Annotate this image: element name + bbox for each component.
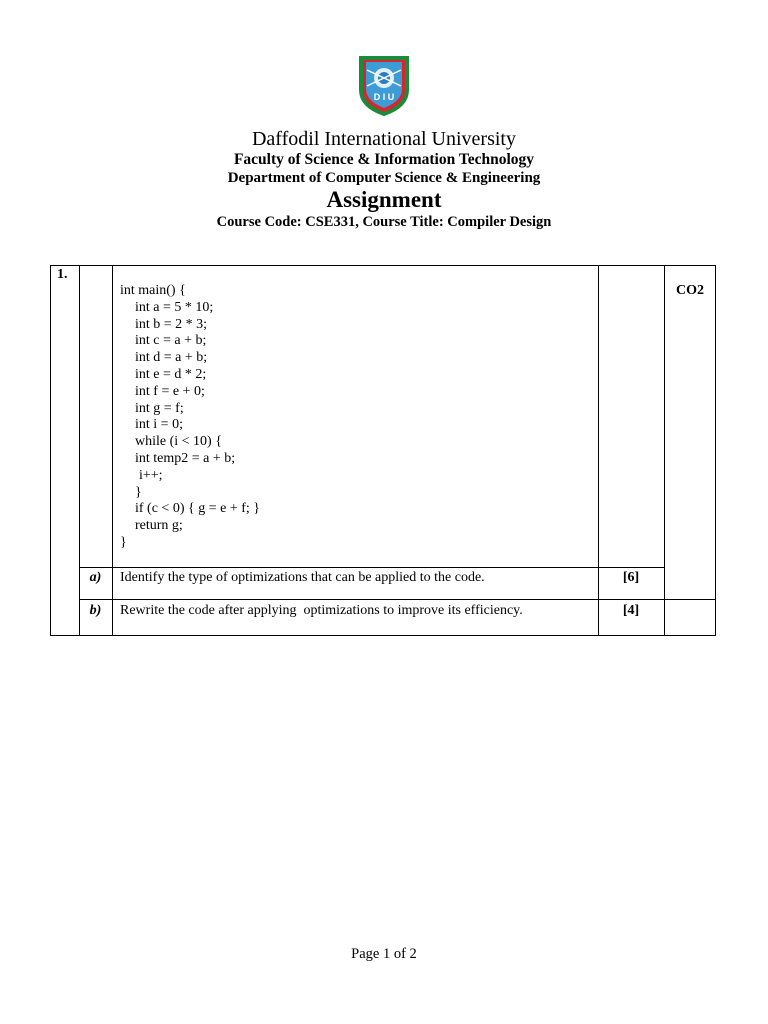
code-line: while (i < 10) { <box>135 434 222 450</box>
code-block <box>120 283 260 552</box>
code-line: int i = 0; <box>135 417 183 433</box>
code-line: if (c < 0) { g = e + f; } <box>135 501 260 517</box>
part-b-text: Rewrite the code after applying optimizations to improve its efficiency. <box>120 603 523 618</box>
faculty-name: Faculty of Science & Information Technology <box>233 151 535 168</box>
table-divider <box>664 265 665 636</box>
document-title: Assignment <box>326 187 442 212</box>
table-divider <box>112 265 113 636</box>
code-line: int b = 2 * 3; <box>135 316 208 332</box>
question-number: 1. <box>57 267 68 282</box>
page-number: Page 1 of 2 <box>351 946 417 962</box>
part-a-marks: [6] <box>622 570 640 585</box>
part-a-text: Identify the type of optimizations that can be applied to the code. <box>120 570 485 585</box>
code-line: int f = e + 0; <box>135 383 205 399</box>
code-line: int g = f; <box>135 400 184 416</box>
code-line: int temp2 = a + b; <box>135 450 236 466</box>
course-outcome: CO2 <box>676 283 704 298</box>
logo-text: D I U <box>373 92 395 102</box>
code-line: int e = d * 2; <box>135 366 207 382</box>
department-name: Department of Computer Science & Engineering <box>227 170 541 186</box>
code-line: } <box>135 484 142 500</box>
table-row-divider <box>79 599 716 600</box>
code-line: } <box>120 534 127 550</box>
code-line: return g; <box>135 518 183 534</box>
code-line: i++; <box>139 467 163 483</box>
part-b-marks: [4] <box>622 603 640 618</box>
code-line: int main() { <box>120 283 186 298</box>
university-logo <box>353 56 415 116</box>
code-line: int d = a + b; <box>135 350 208 366</box>
course-info: Course Code: CSE331, Course Title: Compiler Design <box>216 214 552 230</box>
part-a-label: a) <box>89 570 102 585</box>
university-name: Daffodil International University <box>251 128 516 150</box>
code-line: int a = 5 * 10; <box>135 299 214 315</box>
code-line: int c = a + b; <box>135 333 207 349</box>
table-row-divider <box>79 567 665 568</box>
part-b-label: b) <box>89 603 102 618</box>
